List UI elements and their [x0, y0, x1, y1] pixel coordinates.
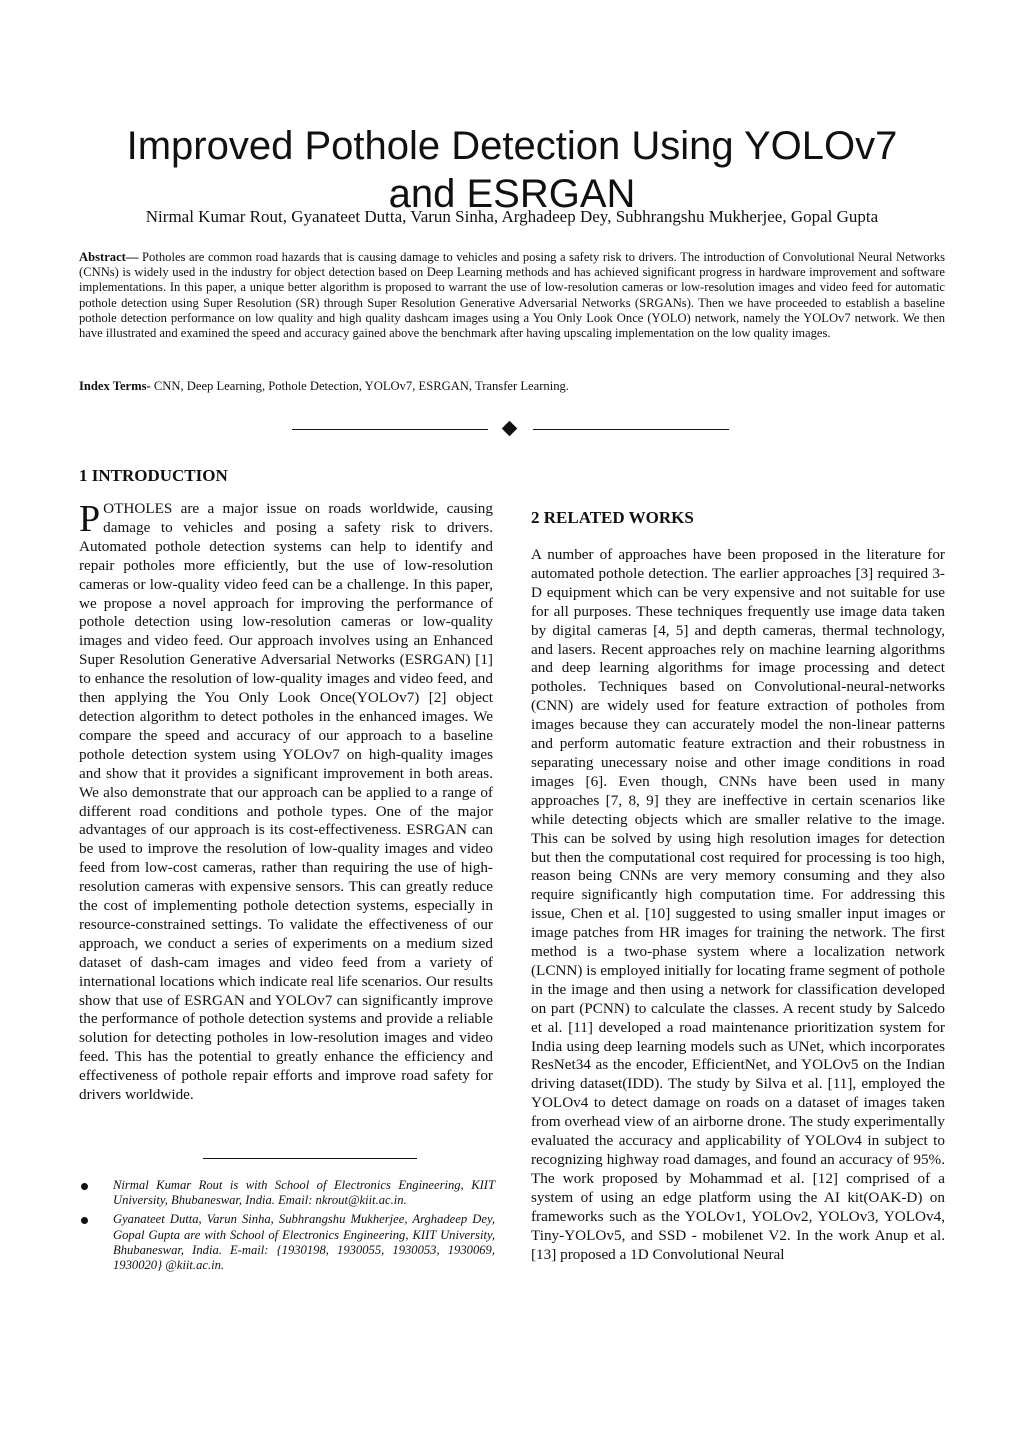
index-terms-text: CNN, Deep Learning, Pothole Detection, YOLOv7, ESRGAN, Transfer Learning. — [150, 379, 569, 393]
footnote-rule — [203, 1158, 417, 1159]
separator-diamond-icon — [502, 421, 518, 437]
footnote-item — [79, 1212, 495, 1273]
author-list: Nirmal Kumar Rout, Gyanateet Dutta, Varun Sinha, Arghadeep Dey, Subhrangshu Mukherjee, Gopal Gupta — [145, 207, 879, 226]
bullet-icon — [81, 1217, 88, 1224]
footnote-text: Gyanateet Dutta, Varun Sinha, Subhrangshu Mukherjee, Arghadeep Dey, Gopal Gupta are with School of Electronics Engineering, KIIT University, Bhubaneswar, India. E-mail: {1930198, 1930055, 1930053, 1930069, 1930020} @kiit.ac.in. — [113, 1212, 495, 1273]
abstract-label: Abstract— — [79, 250, 139, 264]
footnote-text: Nirmal Kumar Rout is with School of Electronics Engineering, KIIT University, Bhubaneswar, India. Email: nkrout@kiit.ac.in. — [113, 1178, 495, 1208]
separator-right-rule — [533, 429, 729, 430]
bullet-icon — [81, 1183, 88, 1190]
introduction-text: OTHOLES are a major issue on roads worldwide, causing damage to vehicles and posing a safety risk to drivers. Automated pothole detection systems can help to identify and repair potholes more efficiently, but the use of low-resolution cameras or low-quality video feed can be a challenge. In this paper, we propose a novel approach for improving the performance of pothole detection using low-resolution cameras or low-quality images and video feed. Our approach involves using an Enhanced Super Resolution Generative Adversarial Networks (ESRGAN) [1] to enhance the resolution of low-quality images and video feed, and then applying the You Only Look Once(YOLOv7) [2] object detection algorithm to detect potholes in the enhanced images. We compare the speed and accuracy of our approach to a baseline pothole detection system using YOLOv7 on high-quality images and show that it provides a significant improvement in both areas. We also demonstrate that our approach can be applied to a range of different road conditions and pothole types. One of the major advantages of our approach is its cost-effectiveness. ESRGAN can be used to improve the resolution of low-quality images and video feed from low-cost cameras, rather than requiring the use of high-resolution cameras with expensive sensors. This can greatly reduce the cost of implementing pothole detection systems, especially in resource-constrained settings. To validate the effectiveness of our approach, we conduct a series of experiments on a medium sized dataset of dash-cam images and video feed from a variety of international locations which indicate real life scenarios. Our results show that use of ESRGAN and YOLOv7 can significantly improve the performance of pothole detection systems and provide a reliable solution for detecting potholes in low-resolution images and video feed. This has the potential to greatly enhance the efficiency and effectiveness of pothole repair efforts and improve road safety for drivers worldwide. — [79, 500, 493, 1104]
abstract — [79, 250, 945, 341]
dropcap-letter: P — [79, 498, 101, 540]
paper-title — [60, 122, 964, 218]
footnotes — [79, 1178, 495, 1277]
footnote-item — [79, 1178, 495, 1208]
title-line-1: Improved Pothole Detection Using YOLOv7 — [126, 123, 898, 168]
abstract-text: Potholes are common road hazards that is causing damage to vehicles and posing a safety risk to drivers. The introduction of Convolutional Neural Networks (CNNs) is widely used in the industry for object detection based on Deep Learning methods and has achieved significant progress in hardware improvement and software implementations. In this paper, a unique better algorithm is proposed to warrant the use of low-resolution cameras or low-resolution images and video feed for automatic pothole detection using Super Resolution (SR) through Super Resolution Generative Adversarial Networks (SRGANs). Then we have proceeded to establish a baseline pothole detection performance on low quality and high quality dashcam images using a You Only Look Once (YOLO) network, namely the YOLOv7 network. We then have illustrated and examined the speed and accuracy gained above the benchmark after having upscaling implementation on the low quality images. — [79, 250, 945, 341]
section-heading-introduction: 1 INTRODUCTION — [79, 466, 228, 485]
index-terms — [79, 378, 945, 394]
index-terms-label: Index Terms- — [79, 379, 151, 393]
related-works-body: A number of approaches have been proposed in the literature for automated pothole detection. The earlier approaches [3] required 3-D equipment which can be very expensive and not suitable for use for all purposes. These techniques frequently use image data taken by digital cameras [4, 5] and depth cameras, thermal technology, and lasers. Recent approaches rely on machine learning algorithms and deep learning algorithms for image processing and detect potholes. Techniques based on Convolutional-neural-networks (CNN) are widely used for feature extraction of potholes from images because they can accurately model the non-linear patterns and perform automatic feature extraction and their robustness in separating unecessary noise and other image conditions in road images [6]. Even though, CNNs have been used in many approaches [7, 8, 9] they are ineffective in certain scenarios like while detecting objects which are smaller relative to the image. This can be solved by using high resolution images for detection but then the computational cost required for processing is too high, reason being CNNs are very memory consuming and they also require significantly high computation time. For addressing this issue, Chen et al. [10] suggested to using smaller input images or image patches from HR images for training the network. The first method is a two-phase system where a localization network (LCNN) is employed initially for locating frame segment of pothole in the image and then using a network for classification developed on part (PCNN) to calculate the classes. A recent study by Salcedo et al. [11] developed a road maintenance prioritization system for India using deep learning models such as UNet, which incorporates ResNet34 as the encoder, EfficientNet, and YOLOv5 on the Indian driving dataset(IDD). The study by Silva et al. [11], employed the YOLOv4 to detect damage on roads on a dataset of images taken from overhead view of an airborne drone. The study experimentally evaluated the accuracy and applicability of YOLOv4 in subject to recognizing highway road damages, and found an accuracy of 95%. The work proposed by Mohammad et al. [12] comprised of a system of using an edge platform using the AI kit(OAK-D) on frameworks such as the YOLOv1, YOLOv2, YOLOv3, YOLOv4, Tiny-YOLOv5, and SSD - mobilenet V2. In the work Anup et al. [13] proposed a 1D Convolutional Neural — [531, 546, 945, 1263]
introduction-body — [79, 500, 493, 1105]
section-heading-related-works: 2 RELATED WORKS — [531, 508, 694, 527]
title-line-2: and ESRGAN — [388, 171, 636, 216]
separator-left-rule — [292, 429, 488, 430]
